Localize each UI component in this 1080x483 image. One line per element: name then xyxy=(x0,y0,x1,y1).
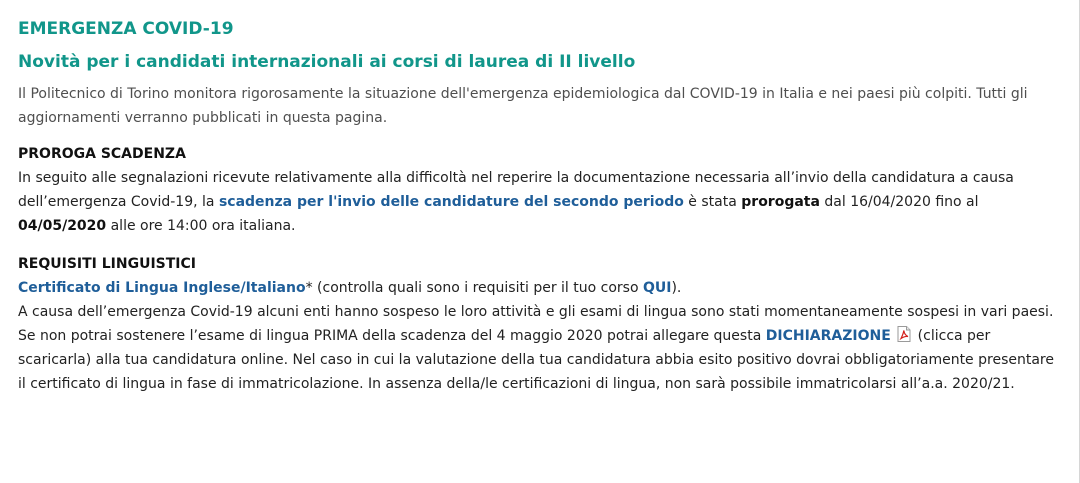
new-deadline-date: 04/05/2020 xyxy=(18,218,107,234)
pdf-file-icon[interactable] xyxy=(897,326,911,342)
dichiarazione-link[interactable]: DICHIARAZIONE xyxy=(765,328,891,344)
requisiti-text-1: A causa dell’emergenza Covid-19 alcuni enti hanno sospeso le loro attività e gli esami di lingua sono stati momentaneamente sospesi in vari paesi. Se non potrai sostenere l’esame di lingua PRIMA della scadenza del 4 maggio 2020 potrai allegare questa xyxy=(18,304,1054,344)
proroga-text-3: dal 16/04/2020 fino al xyxy=(819,194,979,210)
certificate-line xyxy=(18,276,1060,300)
language-certificate-link[interactable]: Certificato di Lingua Inglese/Italiano xyxy=(18,280,306,296)
proroga-heading: PROROGA SCADENZA xyxy=(18,146,186,162)
certificate-text-2: ). xyxy=(671,280,682,296)
deadline-link[interactable]: scadenza per l'invio delle candidature del secondo periodo xyxy=(218,194,684,210)
requisiti-text-2: (clicca per scaricarla) alla tua candidatura online. Nel caso in cui la valutazione della tua candidatura abbia esito positivo dovrai obbligatoriamente presentare il certificato di lingua in fase di immatricolazione. In assenza della/le certificazioni di lingua, non sarà possibile immatricolarsi all’a.a. 2020/21. xyxy=(18,328,1054,392)
qui-link[interactable]: QUI xyxy=(642,280,672,296)
requisiti-paragraph xyxy=(18,300,1060,396)
prorogata-bold: prorogata xyxy=(741,194,820,210)
requisiti-heading: REQUISITI LINGUISTICI xyxy=(18,256,196,272)
proroga-paragraph xyxy=(18,166,1060,238)
section-kicker: EMERGENZA COVID-19 xyxy=(18,19,234,39)
proroga-text-2: è stata xyxy=(683,194,742,210)
proroga-text-4: alle ore 14:00 ora italiana. xyxy=(106,218,296,234)
page-title: Novità per i candidati internazionali ai corsi di laurea di II livello xyxy=(18,52,636,72)
certificate-text-1: * (controlla quali sono i requisiti per il tuo corso xyxy=(305,280,643,296)
proroga-text-1: In seguito alle segnalazioni ricevute relativamente alla difficoltà nel reperire la documentazione necessaria all’invio della candidatura a causa dell’emergenza Covid-19, la xyxy=(18,170,1014,210)
intro-paragraph: Il Politecnico di Torino monitora rigorosamente la situazione dell'emergenza epidemiologica dal COVID-19 in Italia e nei paesi più colpiti. Tutti gli aggiornamenti verranno pubblicati in questa pagina. xyxy=(18,86,1028,126)
